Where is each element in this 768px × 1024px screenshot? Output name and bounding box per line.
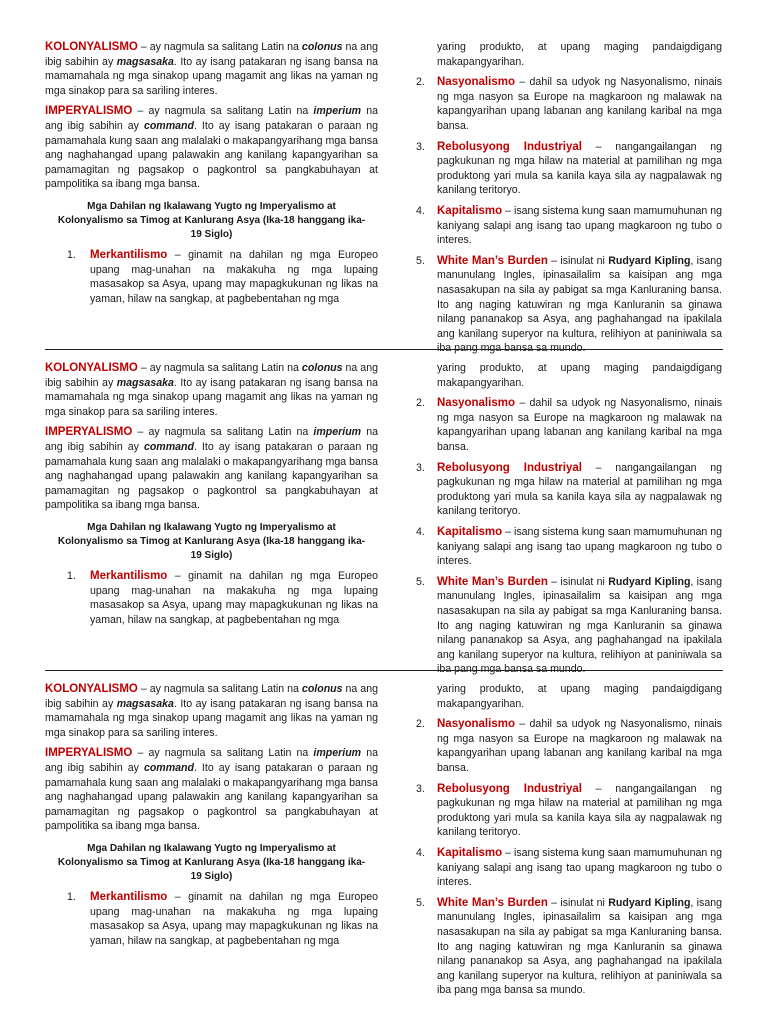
- list-number: 1.: [67, 569, 76, 582]
- imperyalismo-meaning: command: [143, 761, 194, 774]
- imperyalismo-paragraph: [45, 746, 378, 834]
- imperyalismo-text-1: – ay nagmula sa salitang Latin na: [132, 426, 314, 439]
- imperyalismo-paragraph: [45, 425, 378, 513]
- reasons-list-left: [45, 569, 378, 627]
- list-number: 2.: [416, 76, 425, 89]
- rebolusyong-term: Rebolusyong Industriyal: [437, 140, 582, 153]
- cut-line-divider: [45, 349, 723, 350]
- kapitalismo-term: Kapitalismo: [437, 846, 503, 859]
- list-item-rebolusyong-industriyal: [412, 461, 722, 519]
- list-number: 3.: [416, 461, 425, 474]
- list-item-merkantilismo: [45, 248, 378, 306]
- author-name: Rudyard Kipling: [608, 254, 691, 267]
- merkantilismo-text: – ginamit na dahilan ng mga Europeo upang mag-unahan na makakuha ng mga lupaing masasakop sa Asya, upang may mapagkukunan ng likas na yaman, hilaw na sangkap, at pagbebentahan ng mga: [90, 569, 378, 626]
- imperyalismo-term: IMPERYALISMO: [45, 105, 133, 118]
- list-item-nasyonalismo: [412, 75, 722, 133]
- imperyalismo-paragraph: [45, 104, 378, 192]
- kapitalismo-text: – isang sistema kung saan mamumuhunan ng kaniyang salapi ang isang tao upang magkaroon ng tubo o interes.: [437, 525, 722, 568]
- left-column: [45, 682, 378, 954]
- kolonyalismo-term: KOLONYALISMO: [45, 683, 138, 695]
- merkantilismo-text: – ginamit na dahilan ng mga Europeo upang mag-unahan na makakuha ng mga lupaing masasakop sa Asya, upang may mapagkukunan ng likas na yaman, hilaw na sangkap, at pagbebentahan ng mga: [90, 890, 378, 947]
- white-mans-burden-term: White Man’s Burden: [437, 896, 548, 909]
- nasyonalismo-text: – dahil sa udyok ng Nasyonalismo, ninais ng mga nasyon sa Europe na magkaroon ng malawak na kapangyarihan upang labanan ang kanilang karibal na mga bansa.: [437, 718, 722, 774]
- kolonyalismo-text-3: . Ito ay isang patakaran ng isang bansa na mamamahala ng mga sinakop upang magamit ang likas na yaman ng mga sinakop para sa sariling interes.: [45, 697, 378, 739]
- imperyalismo-text-1: – ay nagmula sa salitang Latin na: [132, 105, 314, 118]
- kolonyalismo-paragraph: [45, 361, 378, 419]
- rebolusyong-term: Rebolusyong Industriyal: [437, 461, 582, 474]
- kapitalismo-term: Kapitalismo: [437, 525, 503, 538]
- kapitalismo-text: – isang sistema kung saan mamumuhunan ng kaniyang salapi ang isang tao upang magkaroon ng tubo o interes.: [437, 846, 722, 889]
- kolonyalismo-text-2: na ang ibig sabihin ay: [45, 362, 378, 389]
- nasyonalismo-term: Nasyonalismo: [437, 76, 515, 89]
- kolonyalismo-meaning: magsasaka: [116, 55, 174, 68]
- kolonyalismo-text-3: . Ito ay isang patakaran ng isang bansa na mamamahala ng mga sinakop upang magamit ang likas na yaman ng mga sinakop para sa sariling interes.: [45, 55, 378, 97]
- rebolusyong-text: – nangangailangan ng pagkukunan ng mga hilaw na material at pamilihan ng mga produktong yari mula sa kanila kaya sila ay nagpalawak ng kanilang teritoryo.: [437, 782, 722, 839]
- white-mans-burden-text-2: , isang manunulang Ingles, ipinasailalim sa kaisipan ang mga nasasakupan na sila ay pabigat sa mga Kanluraning bansa. Ito ang naging katuwiran ng mga Kanluranin sa ginawa nilang pananakop sa Asya, ang paghahangad na ipakilala ang kanilang superyor na kultura, relihiyon at paniniwala sa iba pang mga bansa sa mundo.: [437, 575, 723, 676]
- kolonyalismo-text-2: na ang ibig sabihin ay: [45, 683, 378, 710]
- imperyalismo-term: IMPERYALISMO: [45, 747, 133, 760]
- list-number: 4.: [416, 204, 425, 217]
- left-column: [45, 40, 378, 312]
- kolonyalismo-text-3: . Ito ay isang patakaran ng isang bansa na mamamahala ng mga sinakop upang magamit ang likas na yaman ng mga sinakop para sa sariling interes.: [45, 376, 378, 418]
- author-name: Rudyard Kipling: [608, 896, 691, 909]
- white-mans-burden-text-1: – isinulat ni: [547, 896, 609, 909]
- list-item-nasyonalismo: [412, 717, 722, 775]
- imperyalismo-text-3: . Ito ay isang patakaran o paraan ng pamamahala kung saan ang malalaki o makapangyarihang mga bansa ang naghahangad upang palawakin ang kanilang kapangyarihan sa pamamagitan ng pagsakop o pagkontrol sa pangkabuhayan at pampolitika sa ibang mga bansa.: [45, 761, 379, 833]
- imperyalismo-text-2: na ang ibig sabihin ay: [45, 747, 378, 774]
- nasyonalismo-term: Nasyonalismo: [437, 718, 515, 731]
- list-item-merkantilismo-continued: yaring produkto, at upang maging pandaigdigang makapangyarihan.: [437, 362, 722, 389]
- white-mans-burden-text-2: , isang manunulang Ingles, ipinasailalim sa kaisipan ang mga nasasakupan na sila ay pabigat sa mga Kanluraning bansa. Ito ang naging katuwiran ng mga Kanluranin sa ginawa nilang pananakop sa Asya, ang paghahangad na ipakilala ang kanilang superyor na kultura, relihiyon at paniniwala sa iba pang mga bansa sa mundo.: [437, 896, 723, 997]
- imperyalismo-meaning: command: [143, 119, 194, 132]
- reasons-list-right: [412, 682, 722, 998]
- rebolusyong-text: – nangangailangan ng pagkukunan ng mga hilaw na material at pamilihan ng mga produktong yari mula sa kanila kaya sila ay nagpalawak ng kanilang teritoryo.: [437, 140, 722, 197]
- right-column: [412, 682, 722, 1004]
- list-item-merkantilismo-continued: yaring produkto, at upang maging pandaigdigang makapangyarihan.: [437, 41, 722, 68]
- white-mans-burden-term: White Man’s Burden: [437, 575, 548, 588]
- kolonyalismo-text-1: – ay nagmula sa salitang Latin na: [137, 41, 302, 53]
- imperyalismo-meaning: command: [143, 440, 194, 453]
- list-item-white-mans-burden: [412, 575, 722, 677]
- list-item-merkantilismo: [45, 890, 378, 948]
- imperyalismo-latin: imperium: [313, 105, 362, 118]
- merkantilismo-text: – ginamit na dahilan ng mga Europeo upang mag-unahan na makakuha ng mga lupaing masasakop sa Asya, upang may mapagkukunan ng likas na yaman, hilaw na sangkap, at pagbebentahan ng mga: [90, 248, 378, 305]
- list-number: 5.: [416, 575, 425, 588]
- list-number: 4.: [416, 525, 425, 538]
- list-number: 2.: [416, 397, 425, 410]
- list-number: 2.: [416, 718, 425, 731]
- right-column: [412, 361, 722, 683]
- nasyonalismo-text: – dahil sa udyok ng Nasyonalismo, ninais ng mga nasyon sa Europe na magkaroon ng malawak na kapangyarihan upang labanan ang kanilang karibal na mga bansa.: [437, 76, 722, 132]
- kolonyalismo-text-1: – ay nagmula sa salitang Latin na: [137, 362, 302, 374]
- kolonyalismo-latin: colonus: [301, 362, 343, 374]
- kolonyalismo-meaning: magsasaka: [116, 697, 174, 710]
- white-mans-burden-text-1: – isinulat ni: [547, 254, 609, 267]
- list-item-nasyonalismo: [412, 396, 722, 454]
- white-mans-burden-text-1: – isinulat ni: [547, 575, 609, 588]
- list-item-rebolusyong-industriyal: [412, 782, 722, 840]
- reasons-list-left: [45, 248, 378, 306]
- kolonyalismo-paragraph: [45, 40, 378, 98]
- reasons-list-right: [412, 40, 722, 356]
- list-item-white-mans-burden: [412, 896, 722, 998]
- reasons-list-left: [45, 890, 378, 948]
- kolonyalismo-term: KOLONYALISMO: [45, 362, 138, 374]
- left-column: [45, 361, 378, 633]
- list-item-kapitalismo: [412, 204, 722, 248]
- white-mans-burden-term: White Man’s Burden: [437, 254, 548, 267]
- merkantilismo-term: Merkantilismo: [90, 248, 168, 261]
- list-number: 3.: [416, 140, 425, 153]
- rebolusyong-term: Rebolusyong Industriyal: [437, 782, 582, 795]
- kolonyalismo-latin: colonus: [301, 41, 343, 53]
- list-number: 4.: [416, 846, 425, 859]
- imperyalismo-text-3: . Ito ay isang patakaran o paraan ng pamamahala kung saan ang malalaki o makapangyarihang mga bansa ang naghahangad upang palawakin ang kanilang kapangyarihan sa pamamagitan ng pagsakop o pagkontrol sa pangkabuhayan at pampolitika sa ibang mga bansa.: [45, 440, 379, 512]
- imperyalismo-text-1: – ay nagmula sa salitang Latin na: [132, 747, 314, 760]
- imperyalismo-term: IMPERYALISMO: [45, 426, 133, 439]
- author-name: Rudyard Kipling: [608, 575, 691, 588]
- merkantilismo-term: Merkantilismo: [90, 890, 168, 903]
- rebolusyong-text: – nangangailangan ng pagkukunan ng mga hilaw na material at pamilihan ng mga produktong yari mula sa kanila kaya sila ay nagpalawak ng kanilang teritoryo.: [437, 461, 722, 518]
- imperyalismo-text-3: . Ito ay isang patakaran o paraan ng pamamahala kung saan ang malalaki o makapangyarihang mga bansa ang naghahangad upang palawakin ang kanilang kapangyarihan sa pamamagitan ng pagsakop o pagkontrol sa pangkabuhayan at pampolitika sa ibang mga bansa.: [45, 119, 379, 191]
- kolonyalismo-meaning: magsasaka: [116, 376, 174, 389]
- section-heading: Mga Dahilan ng Ikalawang Yugto ng Imperyalismo at Kolonyalismo sa Timog at Kanlurang Asya (Ika-18 hanggang ika-19 Siglo): [57, 842, 366, 882]
- list-number: 1.: [67, 248, 76, 261]
- list-item-white-mans-burden: [412, 254, 722, 356]
- imperyalismo-text-2: na ang ibig sabihin ay: [45, 105, 378, 132]
- kolonyalismo-term: KOLONYALISMO: [45, 41, 138, 53]
- kolonyalismo-paragraph: [45, 682, 378, 740]
- imperyalismo-latin: imperium: [313, 426, 362, 439]
- nasyonalismo-term: Nasyonalismo: [437, 397, 515, 410]
- white-mans-burden-text-2: , isang manunulang Ingles, ipinasailalim sa kaisipan ang mga nasasakupan na sila ay pabigat sa mga Kanluraning bansa. Ito ang naging katuwiran ng mga Kanluranin sa ginawa nilang pananakop sa Asya, ang paghahangad na ipakilala ang kanilang superyor na kultura, relihiyon at paniniwala sa iba pang mga bansa sa mundo.: [437, 254, 723, 355]
- list-number: 3.: [416, 782, 425, 795]
- section-heading: Mga Dahilan ng Ikalawang Yugto ng Imperyalismo at Kolonyalismo sa Timog at Kanlurang Asya (Ika-18 hanggang ika-19 Siglo): [57, 200, 366, 240]
- kolonyalismo-text-1: – ay nagmula sa salitang Latin na: [137, 683, 302, 695]
- section-heading: Mga Dahilan ng Ikalawang Yugto ng Imperyalismo at Kolonyalismo sa Timog at Kanlurang Asya (Ika-18 hanggang ika-19 Siglo): [57, 521, 366, 561]
- list-item-merkantilismo: [45, 569, 378, 627]
- reasons-list-right: [412, 361, 722, 677]
- list-item-merkantilismo-continued: yaring produkto, at upang maging pandaigdigang makapangyarihan.: [437, 683, 722, 710]
- list-item-rebolusyong-industriyal: [412, 140, 722, 198]
- list-item-kapitalismo: [412, 846, 722, 890]
- kolonyalismo-latin: colonus: [301, 683, 343, 695]
- kapitalismo-text: – isang sistema kung saan mamumuhunan ng kaniyang salapi ang isang tao upang magkaroon ng tubo o interes.: [437, 204, 722, 247]
- cut-line-divider: [45, 670, 723, 671]
- list-number: 5.: [416, 896, 425, 909]
- list-number: 1.: [67, 890, 76, 903]
- nasyonalismo-text: – dahil sa udyok ng Nasyonalismo, ninais ng mga nasyon sa Europe na magkaroon ng malawak na kapangyarihan upang labanan ang kanilang karibal na mga bansa.: [437, 397, 722, 453]
- kapitalismo-term: Kapitalismo: [437, 204, 503, 217]
- imperyalismo-text-2: na ang ibig sabihin ay: [45, 426, 378, 453]
- merkantilismo-term: Merkantilismo: [90, 569, 168, 582]
- imperyalismo-latin: imperium: [313, 747, 362, 760]
- list-number: 5.: [416, 254, 425, 267]
- right-column: [412, 40, 722, 362]
- kolonyalismo-text-2: na ang ibig sabihin ay: [45, 41, 378, 68]
- list-item-kapitalismo: [412, 525, 722, 569]
